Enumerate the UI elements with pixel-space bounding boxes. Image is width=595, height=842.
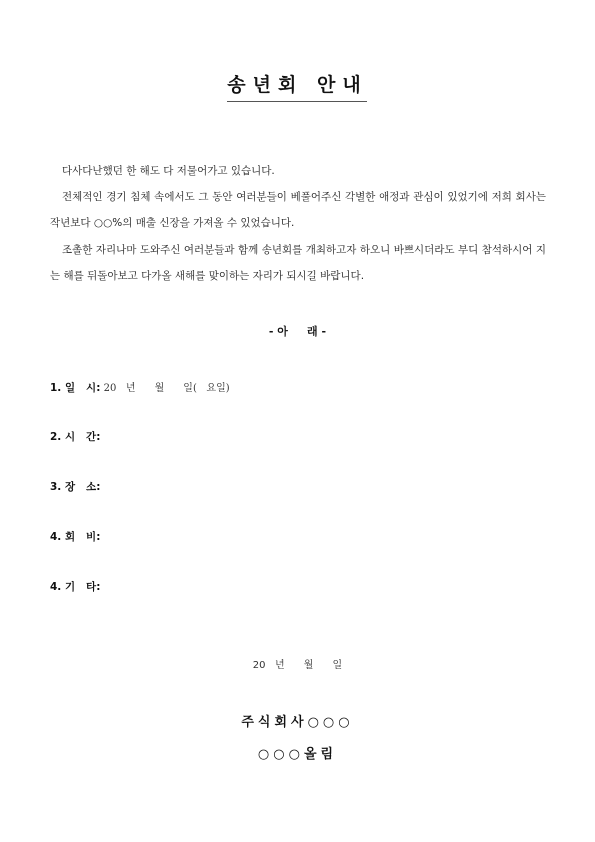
note-heading: - 아 래 - bbox=[268, 325, 327, 338]
item-fee bbox=[50, 529, 100, 544]
paragraph-thanks: 전체적인 경기 침체 속에서도 그 동안 여러분들이 베풀어주신 각별한 애정과 관심이 있었기에 저희 회사는 작년보다 ○○%의 매출 신장을 가져올 수 있었습니다. bbox=[50, 191, 546, 229]
item-label: 1. 일 시: bbox=[50, 382, 101, 394]
item-etc bbox=[50, 579, 100, 594]
company-name: 주식회사○○○ bbox=[241, 715, 354, 730]
paragraph-intro: 다사다난했던 한 해도 다 저물어가고 있습니다. bbox=[62, 165, 275, 177]
item-label: 2. 시 간: bbox=[50, 431, 101, 443]
title-underline bbox=[227, 101, 367, 102]
item-place bbox=[50, 479, 100, 494]
item-datetime bbox=[50, 379, 230, 395]
item-label: 4. 기 타: bbox=[50, 581, 101, 593]
item-value: 20 년 월 일( 요일) bbox=[100, 383, 230, 394]
item-label: 4. 회 비: bbox=[50, 531, 101, 543]
document-title: 송년회 안내 bbox=[227, 74, 368, 96]
document-date: 20 년 월 일 bbox=[252, 660, 343, 671]
signer-line: ○○○올림 bbox=[257, 747, 338, 762]
item-time bbox=[50, 429, 100, 444]
item-label: 3. 장 소: bbox=[50, 481, 101, 493]
paragraph-invitation: 조촐한 자리나마 도와주신 여러분들과 함께 송년회를 개최하고자 하오니 바쁘시더라도 부디 참석하시어 지는 해를 뒤돌아보고 다가올 새해를 맞이하는 자리가 되시길 바랍니다. bbox=[50, 244, 546, 282]
